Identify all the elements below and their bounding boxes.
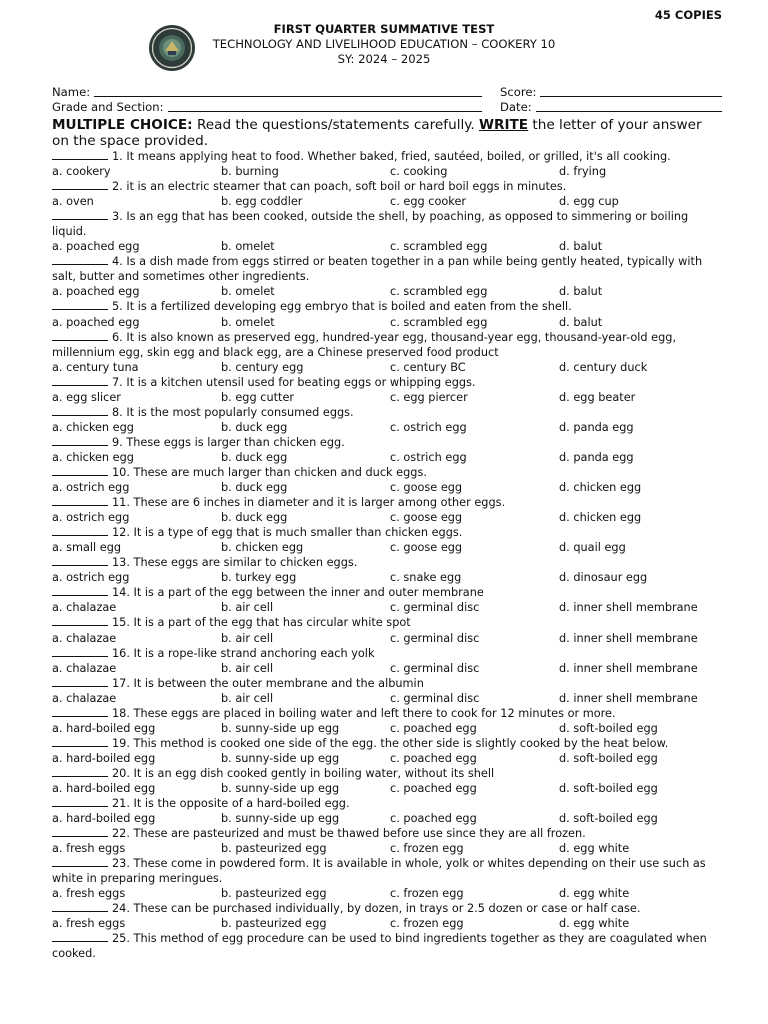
question-text: 15. It is a part of the egg that has circular white spot — [112, 616, 411, 630]
question-line — [52, 209, 722, 239]
score-field[interactable] — [540, 85, 722, 97]
choices-row — [52, 751, 722, 766]
choice-option: c. germinal disc — [390, 661, 480, 675]
choice-option: b. duck egg — [221, 511, 288, 525]
answer-blank[interactable] — [52, 465, 108, 476]
choices-row — [52, 540, 722, 555]
answer-blank[interactable] — [52, 555, 108, 566]
question-text: 24. These can be purchased individually, by dozen, in trays or 2.5 dozen or case or half case. — [112, 902, 641, 916]
question-item — [52, 435, 722, 465]
choice-option: a. poached egg — [52, 315, 140, 329]
question-line — [52, 405, 722, 420]
answer-blank[interactable] — [52, 179, 108, 190]
question-line — [52, 495, 722, 510]
question-text: 17. It is between the outer membrane and the albumin — [112, 676, 424, 690]
choice-option: c. frozen egg — [390, 917, 464, 931]
choice-option: a. ostrich egg — [52, 511, 130, 525]
choices-row — [52, 360, 722, 375]
choice-option: d. dinosaur egg — [559, 571, 648, 585]
choice-option: b. omelet — [221, 315, 275, 329]
choice-option: b. air cell — [221, 691, 274, 705]
choice-option: c. frozen egg — [390, 842, 464, 856]
choice-option: c. scrambled egg — [390, 240, 488, 254]
choice-option: c. scrambled egg — [390, 315, 488, 329]
choice-option: c. poached egg — [390, 721, 477, 735]
choice-option: c. ostrich egg — [390, 420, 467, 434]
answer-blank[interactable] — [52, 435, 108, 446]
question-line — [52, 375, 722, 390]
question-text: 25. This method of egg procedure can be used to bind ingredients together as they are coagulated when cooked. — [52, 932, 707, 961]
question-item — [52, 796, 722, 826]
question-text: 19. This method is cooked one side of the egg. the other side is slightly cooked by the heat below. — [112, 736, 669, 750]
choices-row — [52, 886, 722, 901]
choice-option: b. duck egg — [221, 420, 288, 434]
choice-option: a. hard-boiled egg — [52, 751, 156, 765]
question-line — [52, 149, 722, 164]
choices-row — [52, 194, 722, 209]
question-line — [52, 826, 722, 841]
question-item — [52, 856, 722, 901]
choice-option: d. quail egg — [559, 541, 626, 555]
question-item — [52, 209, 722, 254]
choice-option: a. chicken egg — [52, 450, 134, 464]
choice-option: d. soft-boiled egg — [559, 751, 658, 765]
question-text: 21. It is the opposite of a hard-boiled egg. — [112, 797, 350, 811]
test-header — [0, 22, 768, 67]
question-text: 13. These eggs are similar to chicken eggs. — [112, 556, 358, 570]
question-item — [52, 706, 722, 736]
choice-option: c. poached egg — [390, 751, 477, 765]
choices-row — [52, 420, 722, 435]
question-line — [52, 646, 722, 661]
choice-option: d. egg beater — [559, 390, 636, 404]
choice-option: c. cooking — [390, 165, 448, 179]
question-text: 3. Is an egg that has been cooked, outside the shell, by poaching, as opposed to simmering or boiling liquid. — [52, 210, 689, 239]
date-label: Date: — [500, 100, 532, 114]
choice-option: b. air cell — [221, 661, 274, 675]
question-text: 12. It is a type of egg that is much smaller than chicken eggs. — [112, 526, 463, 540]
choices-row — [52, 781, 722, 796]
choice-option: d. inner shell membrane — [559, 631, 698, 645]
question-item — [52, 646, 722, 676]
instructions-text: Read the questions/statements carefully. — [192, 117, 479, 133]
choices-row — [52, 450, 722, 465]
question-text: 1. It means applying heat to food. Whether baked, fried, sautéed, boiled, or grilled, it's all cooking. — [112, 150, 671, 163]
question-list — [52, 149, 722, 962]
answer-blank[interactable] — [52, 736, 108, 747]
question-text: 16. It is a rope-like strand anchoring each yolk — [112, 646, 375, 660]
choices-row — [52, 811, 722, 826]
choice-option: d. soft-boiled egg — [559, 781, 658, 795]
question-line — [52, 931, 722, 961]
question-line — [52, 736, 722, 751]
choice-option: a. poached egg — [52, 285, 140, 299]
question-item — [52, 375, 722, 405]
choice-option: c. ostrich egg — [390, 450, 467, 464]
school-year: SY: 2024 – 2025 — [337, 52, 431, 66]
choice-option: c. frozen egg — [390, 887, 464, 901]
choice-option: d. egg white — [559, 917, 630, 931]
choice-option: b. pasteurized egg — [221, 842, 327, 856]
choice-option: c. germinal disc — [390, 601, 480, 615]
choice-option: b. egg cutter — [221, 390, 295, 404]
choice-option: c. goose egg — [390, 481, 463, 495]
answer-blank[interactable] — [52, 646, 108, 657]
question-line — [52, 299, 722, 314]
choice-option: a. fresh eggs — [52, 842, 126, 856]
choice-option: d. inner shell membrane — [559, 661, 698, 675]
choice-option: b. air cell — [221, 601, 274, 615]
student-info — [52, 85, 722, 115]
choice-option: c. germinal disc — [390, 691, 480, 705]
choice-option: a. chicken egg — [52, 420, 134, 434]
instructions-heading: MULTIPLE CHOICE: — [52, 117, 193, 133]
choice-option: d. chicken egg — [559, 481, 642, 495]
name-field[interactable] — [94, 85, 482, 97]
choice-option: b. sunny-side up egg — [221, 812, 340, 826]
choices-row — [52, 916, 722, 931]
choice-option: c. poached egg — [390, 812, 477, 826]
choice-option: c. century BC — [390, 360, 466, 374]
choice-option: b. century egg — [221, 360, 304, 374]
question-text: 8. It is the most popularly consumed eggs. — [112, 405, 354, 419]
choice-option: d. egg cup — [559, 195, 619, 209]
choice-option: a. hard-boiled egg — [52, 812, 156, 826]
choice-option: b. air cell — [221, 631, 274, 645]
choice-option: c. egg piercer — [390, 390, 468, 404]
choice-option: a. century tuna — [52, 360, 139, 374]
score-label: Score: — [500, 85, 537, 99]
choice-option: d. balut — [559, 315, 603, 329]
answer-blank[interactable] — [52, 856, 108, 867]
question-item — [52, 826, 722, 856]
question-text: 22. These are pasteurized and must be thawed before use since they are all frozen. — [112, 827, 586, 841]
choice-option: a. hard-boiled egg — [52, 781, 156, 795]
question-line — [52, 585, 722, 600]
question-line — [52, 330, 722, 360]
copies-count: 45 COPIES — [654, 8, 722, 22]
question-text: 2. it is an electric steamer that can poach, soft boil or hard boil eggs in minutes. — [112, 180, 567, 194]
answer-blank[interactable] — [52, 931, 108, 942]
choice-option: b. omelet — [221, 240, 275, 254]
choice-option: a. fresh eggs — [52, 887, 126, 901]
question-item — [52, 901, 722, 931]
answer-blank[interactable] — [52, 796, 108, 807]
subject-title: TECHNOLOGY AND LIVELIHOOD EDUCATION – COOKERY 10 — [212, 37, 556, 51]
question-line — [52, 555, 722, 570]
question-line — [52, 179, 722, 194]
test-title: FIRST QUARTER SUMMATIVE TEST — [273, 22, 495, 36]
name-label: Name: — [52, 85, 91, 99]
question-item — [52, 299, 722, 329]
question-line — [52, 856, 722, 886]
date-field[interactable] — [536, 100, 722, 112]
choice-option: d. century duck — [559, 360, 648, 374]
choice-option: c. egg cooker — [390, 195, 467, 209]
choices-row — [52, 691, 722, 706]
choices-row — [52, 600, 722, 615]
answer-blank[interactable] — [52, 766, 108, 777]
choices-row — [52, 315, 722, 330]
grade-section-label: Grade and Section: — [52, 100, 164, 114]
answer-blank[interactable] — [52, 495, 108, 506]
choice-option: c. snake egg — [390, 571, 462, 585]
choice-option: a. chalazae — [52, 691, 117, 705]
question-item — [52, 495, 722, 525]
choice-option: d. egg white — [559, 842, 630, 856]
question-text: 6. It is also known as preserved egg, hundred-year egg, thousand-year egg, thousand-year-old egg, millennium egg, skin egg and black egg, are a Chinese preserved food product — [52, 330, 677, 359]
question-item — [52, 405, 722, 435]
choice-option: a. ostrich egg — [52, 481, 130, 495]
choices-row — [52, 510, 722, 525]
choice-option: c. germinal disc — [390, 631, 480, 645]
choice-option: c. scrambled egg — [390, 285, 488, 299]
question-item — [52, 525, 722, 555]
question-item — [52, 676, 722, 706]
question-line — [52, 465, 722, 480]
answer-blank[interactable] — [52, 706, 108, 717]
answer-blank[interactable] — [52, 676, 108, 687]
choice-option: d. panda egg — [559, 450, 634, 464]
choice-option: d. inner shell membrane — [559, 601, 698, 615]
question-line — [52, 796, 722, 811]
answer-blank[interactable] — [52, 405, 108, 416]
choice-option: d. chicken egg — [559, 511, 642, 525]
question-text: 20. It is an egg dish cooked gently in boiling water, without its shell — [112, 766, 495, 780]
choice-option: a. oven — [52, 195, 94, 209]
grade-section-field[interactable] — [168, 100, 482, 112]
choice-option: d. soft-boiled egg — [559, 812, 658, 826]
choices-row — [52, 631, 722, 646]
choice-option: c. goose egg — [390, 541, 463, 555]
choices-row — [52, 284, 722, 299]
choice-option: b. pasteurized egg — [221, 887, 327, 901]
choice-option: b. duck egg — [221, 450, 288, 464]
answer-blank[interactable] — [52, 209, 108, 220]
instructions-text-end: the letter of your answer on the space provided. — [52, 117, 702, 149]
question-item — [52, 585, 722, 615]
choice-option: a. fresh eggs — [52, 917, 126, 931]
question-item — [52, 330, 722, 375]
choice-option: b. sunny-side up egg — [221, 721, 340, 735]
choice-option: b. turkey egg — [221, 571, 297, 585]
choice-option: d. egg white — [559, 887, 630, 901]
question-text: 23. These come in powdered form. It is available in whole, yolk or whites depending on their use such as white in preparing meringues. — [52, 857, 706, 886]
question-line — [52, 254, 722, 284]
choice-option: b. sunny-side up egg — [221, 751, 340, 765]
question-text: 14. It is a part of the egg between the inner and outer membrane — [112, 586, 484, 600]
choice-option: a. cookery — [52, 165, 111, 179]
choices-row — [52, 480, 722, 495]
choice-option: d. soft-boiled egg — [559, 721, 658, 735]
choice-option: a. small egg — [52, 541, 122, 555]
choice-option: b. chicken egg — [221, 541, 304, 555]
answer-blank[interactable] — [52, 149, 108, 160]
instructions-write: WRITE — [479, 117, 529, 133]
question-line — [52, 435, 722, 450]
question-item — [52, 149, 722, 179]
question-item — [52, 931, 722, 961]
answer-blank[interactable] — [52, 615, 108, 626]
choice-option: a. egg slicer — [52, 390, 121, 404]
question-text: 10. These are much larger than chicken and duck eggs. — [112, 465, 427, 479]
question-text: 4. Is a dish made from eggs stirred or beaten together in a pan while being gently heated, typically with salt, butter and sometimes other ingredients. — [52, 255, 703, 284]
answer-blank[interactable] — [52, 525, 108, 536]
choices-row — [52, 164, 722, 179]
choice-option: a. chalazae — [52, 601, 117, 615]
question-text: 5. It is a fertilized developing egg embryo that is boiled and eaten from the shell. — [112, 300, 572, 314]
choice-option: b. omelet — [221, 285, 275, 299]
question-line — [52, 901, 722, 916]
question-item — [52, 736, 722, 766]
choices-row — [52, 721, 722, 736]
choice-option: c. poached egg — [390, 781, 477, 795]
choice-option: c. goose egg — [390, 511, 463, 525]
question-item — [52, 179, 722, 209]
choice-option: a. chalazae — [52, 661, 117, 675]
question-item — [52, 254, 722, 299]
choice-option: d. balut — [559, 285, 603, 299]
choices-row — [52, 841, 722, 856]
choice-option: b. burning — [221, 165, 279, 179]
answer-blank[interactable] — [52, 826, 108, 837]
instructions — [52, 117, 722, 149]
answer-blank[interactable] — [52, 901, 108, 912]
choice-option: b. sunny-side up egg — [221, 781, 340, 795]
choice-option: a. chalazae — [52, 631, 117, 645]
answer-blank[interactable] — [52, 585, 108, 596]
choice-option: d. inner shell membrane — [559, 691, 698, 705]
question-line — [52, 676, 722, 691]
choice-option: b. egg coddler — [221, 195, 303, 209]
question-item — [52, 615, 722, 645]
question-line — [52, 766, 722, 781]
answer-blank[interactable] — [52, 375, 108, 386]
question-item — [52, 465, 722, 495]
choice-option: d. panda egg — [559, 420, 634, 434]
question-text: 9. These eggs is larger than chicken egg. — [112, 435, 345, 449]
choice-option: b. duck egg — [221, 481, 288, 495]
choice-option: d. frying — [559, 165, 607, 179]
question-line — [52, 706, 722, 721]
choice-option: a. poached egg — [52, 240, 140, 254]
choices-row — [52, 239, 722, 254]
question-text: 18. These eggs are placed in boiling water and left there to cook for 12 minutes or more. — [112, 706, 616, 720]
question-item — [52, 766, 722, 796]
choice-option: b. pasteurized egg — [221, 917, 327, 931]
question-text: 11. These are 6 inches in diameter and it is larger among other eggs. — [112, 496, 506, 510]
choices-row — [52, 661, 722, 676]
choice-option: a. hard-boiled egg — [52, 721, 156, 735]
question-item — [52, 555, 722, 585]
question-line — [52, 615, 722, 630]
answer-blank[interactable] — [52, 254, 108, 265]
choices-row — [52, 390, 722, 405]
choices-row — [52, 570, 722, 585]
choice-option: d. balut — [559, 240, 603, 254]
choice-option: a. ostrich egg — [52, 571, 130, 585]
question-line — [52, 525, 722, 540]
answer-blank[interactable] — [52, 330, 108, 341]
question-text: 7. It is a kitchen utensil used for beating eggs or whipping eggs. — [112, 375, 476, 389]
answer-blank[interactable] — [52, 299, 108, 310]
